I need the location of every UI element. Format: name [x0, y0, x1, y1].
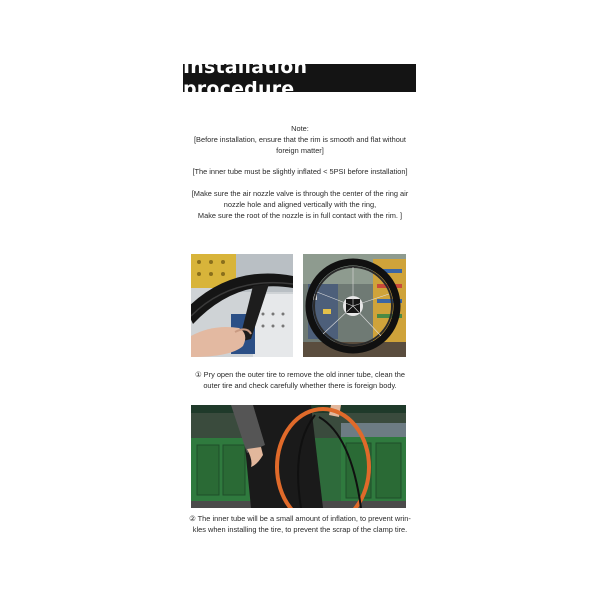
note-line: foreign matter] — [276, 145, 324, 155]
note-line: [Make sure the air nozzle valve is through the center of the ring air — [191, 189, 409, 199]
step-2-caption — [188, 514, 412, 535]
caption-line: kles when installing the tire, to prevent the scrap of the clamp tire. — [192, 524, 408, 534]
note-line: [Before installation, ensure that the rim is smooth and flat without — [194, 134, 406, 144]
caption-line: ② The inner tube will be a small amount of inflation, to prevent wrin- — [189, 514, 411, 523]
note-line: [The inner tube must be slightly inflated < 5PSI before installation] — [192, 167, 408, 177]
section-title-banner — [183, 56, 416, 100]
note-line: nozzle hole and aligned vertically with the ring, — [223, 199, 377, 209]
section-title: Installation procedure — [183, 56, 308, 100]
note-heading: Note: — [291, 124, 309, 133]
photo-inflated-inner-tube — [191, 405, 406, 508]
step-1-caption — [188, 370, 412, 391]
note-line: Make sure the root of the nozzle is in full contact with the rim. ] — [197, 210, 403, 220]
photo-prying-tire — [191, 254, 293, 357]
photo-wheel-workshop — [303, 254, 406, 357]
installation-notes — [180, 124, 420, 222]
caption-line: ① Pry open the outer tire to remove the old inner tube, clean the — [195, 370, 405, 379]
caption-line: outer tire and check carefully whether there is foreign body. — [203, 380, 397, 390]
